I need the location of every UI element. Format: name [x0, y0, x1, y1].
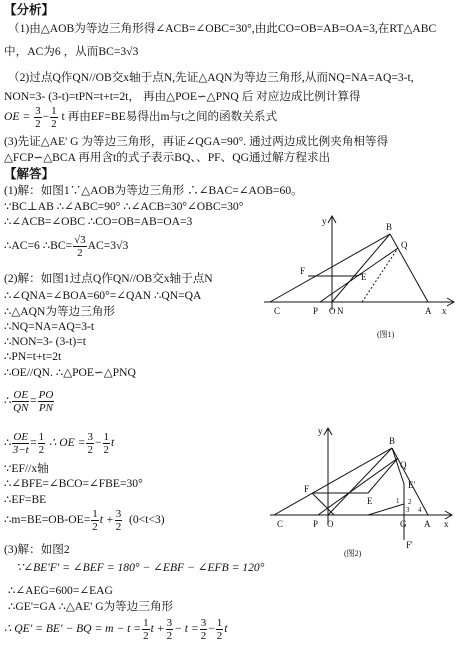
- fig2-label-c: C: [277, 519, 284, 529]
- fig1-caption: (图1): [377, 330, 395, 339]
- fig1-label-b: B: [386, 222, 393, 232]
- fig1-label-a: A: [425, 306, 432, 316]
- analysis-heading: 【分析】: [4, 3, 55, 17]
- fig2-label-e1: E': [408, 480, 416, 490]
- fig2-label-x: x: [444, 519, 449, 529]
- fig2-label-e: E: [367, 496, 373, 506]
- fig1-label-y: y: [322, 216, 327, 226]
- fig2-label-b: B: [389, 436, 396, 446]
- fig2-angle-3: 3: [406, 506, 410, 514]
- solution-heading: 【解答】: [4, 167, 55, 181]
- solution-line: ∴NON=3- (3-t)=t: [4, 335, 86, 348]
- fig2-label-f1: F': [406, 540, 413, 550]
- solution-line: ∴ QE' = BE' − BQ = m − t = $\frac{1}{2}$ t + $\frac{3}{2}$ − t = $\frac{3}{2}$ − $\frac{1}{2}$ t: [4, 616, 228, 642]
- fig2-caption: (图2): [344, 549, 362, 558]
- fig1-label-c: C: [274, 306, 281, 316]
- solution-line: ∴PN=t+t=2t: [4, 350, 62, 363]
- fig2-label-a: A: [424, 519, 431, 529]
- fig2-label-f: F: [304, 484, 310, 494]
- fig2-label-g: G: [400, 519, 407, 529]
- analysis-p1b: 中，AC为6 ，从而BC=3√3: [4, 45, 139, 58]
- fig1-label-f: F: [300, 266, 306, 276]
- solution-line: ∵BC⊥AB ∴∠ABC=90° ∴∠ACB=30°∠OBC=30°: [4, 200, 244, 213]
- fig1-label-o: O: [329, 306, 336, 316]
- fraction-1-2: $\frac{1}{2}$: [51, 104, 57, 130]
- solution-line: ∴GE'=GA ∴△AE' G为等边三角形: [8, 600, 174, 613]
- solution-line: ∴AC=6 ∴BC= $\frac{√3}{2}$ AC=3√3: [4, 233, 129, 259]
- solution-line: ∵EF//x轴: [4, 462, 49, 475]
- analysis-p2b: NON=3- (3-t)=tPN=t+t=2t， 再由△POE∽△PNQ 后 对应边成比例计算得: [4, 90, 361, 103]
- fraction-3-2: $\frac{3}{2}$: [35, 104, 41, 130]
- fig2-angle-2: 2: [408, 498, 412, 506]
- solution-line: ∴ $\frac{OE}{3-t}$ = $\frac{1}{2}$ ∴ OE = $\frac{3}{2}$ − $\frac{1}{2}$ t: [4, 430, 115, 456]
- fig1-label-e: E: [361, 272, 367, 282]
- analysis-p3a: (3)先证△AE' G 为等边三角形，再证∠QGA=90°. 通过两边成比例夹角相等得: [4, 135, 389, 148]
- analysis-p2a: （2)过点Q作QN//OB交x轴于点N,先证△AQN为等边三角形,从而NQ=NA=AQ=3-t,: [8, 71, 414, 84]
- solution-line: ∴EF=BE: [4, 493, 47, 506]
- solution-line: ∴∠BFE=∠BCO=∠FBE=30°: [4, 477, 143, 490]
- solution-line: (1)解：如图1∵△AOB为等边三角形 ∴∠BAC=∠AOB=60。: [4, 184, 303, 197]
- fig1-label-n: N: [337, 306, 344, 316]
- solution-line: (2)解：如图1过点Q作QN//OB交x轴于点N: [4, 272, 213, 285]
- solution-line: ∴△AQN为等边三角形: [4, 305, 115, 318]
- solution-line: ∴∠QNA=∠BOA=60°=∠QAN ∴QN=QA: [4, 289, 202, 302]
- figure-2: [268, 424, 458, 564]
- solution-line: ∵∠BE'F' = ∠BEF = 180° − ∠EBF − ∠EFB = 120°: [16, 561, 265, 574]
- solution-line: ∴m=BE=OB-OE= $\frac{1}{2}$ t + $\frac{3}{2}$ (0<t<3): [4, 507, 165, 533]
- fig1-label-x: x: [442, 306, 447, 316]
- solution-line: ∴NQ=NA=AQ=3-t: [4, 320, 95, 333]
- analysis-p3b: △FCP∽△BCA 再用含t的式子表示BQ、、PF、QG通过解方程求出: [4, 151, 331, 164]
- oe-label: OE =: [4, 110, 31, 123]
- fig2-label-q: Q: [400, 460, 407, 470]
- fig1-label-q: Q: [401, 240, 408, 250]
- fig2-label-y: y: [318, 426, 323, 436]
- analysis-p1a: （1)由△AOB为等边三角形得∠ACB=∠OBC=30°,由此CO=OB=AB=OA=3,在RT△ABC: [8, 22, 437, 35]
- fig2-angle-4: 4: [418, 506, 422, 514]
- solution-line: ∴∠ACB=∠OBC ∴CO=OB=AB=OA=3: [4, 215, 193, 228]
- fig1-label-p: P: [313, 306, 319, 316]
- solution-line: ∴∠AEG=600=∠EAG: [8, 584, 113, 597]
- fig2-label-o: O: [327, 519, 334, 529]
- solution-line: ∴ $\frac{OE}{QN}$ = $\frac{PO}{PN}$: [4, 388, 54, 414]
- solution-line: ∴OE//QN. ∴△POE∽△PNQ: [4, 366, 136, 379]
- fig2-angle-1: 1: [396, 497, 400, 505]
- solution-line: (3)解：如图2: [4, 543, 70, 556]
- analysis-p2c: OE = $\frac{3}{2}$ − $\frac{1}{2}$ t 再由EF=BE易得出m与t之间的函数关系式: [4, 104, 278, 130]
- figure-1: [262, 212, 460, 354]
- fig2-label-p: P: [313, 519, 319, 529]
